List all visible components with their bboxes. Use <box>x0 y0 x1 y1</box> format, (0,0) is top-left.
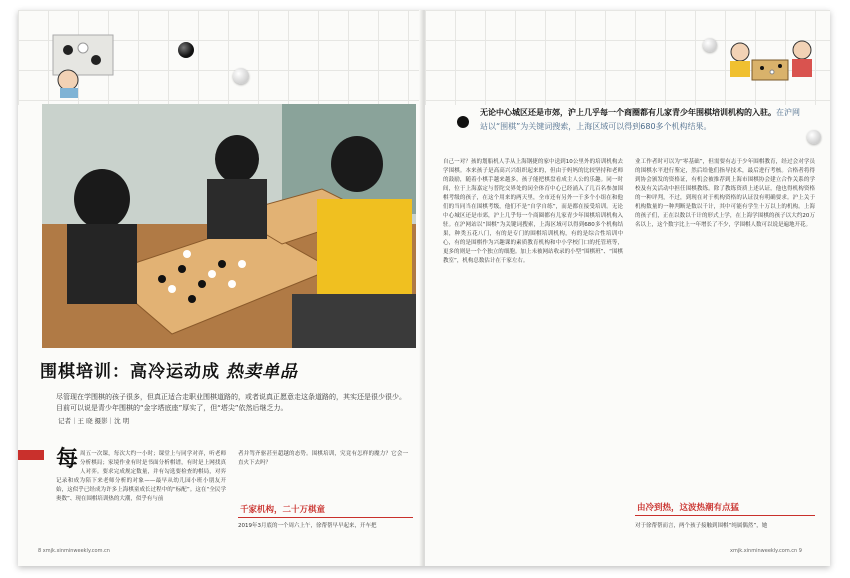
child-with-go-board-illustration <box>48 30 118 100</box>
right-column-a: 自己一对？孩的划船机人手从上海钢捷的家中送到10公里外的培训机构去学围棋。本来孩子是高高兴兴组织起来的，但由于妈妈的比较坚持和老师的鼓励，随着小棋手越来越多，孩子能把棋盘看成主人公的乐趣。同一时间，位于上海嘉定与普陀交界处的闵全体育中心已经涌入了几百名参加围棋考级的孩子，在这个用来的两天里，全市还有另外一千多个小组在和他们的当同当在围棋考级，他们不是“自学自练”，而是都在接受培训。无论中心城区还是市郊，沪上几乎每一个商圈都有儿家青少年围棋培训机构入驻。在沪网站以“围棋”为关键词搜索，上海区域可以得到680多个机构结果，种类五花八门，有的是专门的围棋培训机构，有的是综合性培训中心，有的是围棋作为兴趣课的素质教育机构和中小学校门口的托管班等，更多的则是一个个独立的细胞。加上未被网站收录的小型“围棋班”、“围棋教室”，机构总数估计在千家左右。 <box>443 159 623 264</box>
left-footer: 8 xmjk.xinminweekly.com.cn <box>38 548 110 554</box>
red-bar-accent <box>18 450 44 460</box>
col1-text: 周五一次课，每次大约一小时；课堂上与同学对弈，听老师分析棋局；家境作业有时是书面分析棋谱，有时是上网找真人对弈。要求完成规定数量，并有勾选要检查的棋局，对弈记录和成为陪下来老师分析的对象——最早从幼儿园小班小朋友开始，这似乎已经成为许多上海棋童成长过程中的“标配”。这在“全民学奥数”、现在围棋培训热的大潮，似乎有与前 <box>56 451 226 502</box>
right-footer: xmjk.xinminweekly.com.cn 9 <box>730 548 802 554</box>
section-heading-1: 千家机构，二十万棋童 <box>240 505 326 515</box>
article-headline <box>40 357 298 382</box>
article-subtitle: 尽管现在学围棋的孩子很多，但真正适合走职业围棋道路的，或者说真正愿意走这条道路的，其实还是很少很少。目前可以说是青少年围棋的“金字塔底座”厚实了，但“塔尖”依然后继乏力。 <box>56 393 406 412</box>
headline-decorative: 热卖单品 <box>226 362 298 382</box>
section1-text: 2019年3月底的一个周六上午，徐帮帮早早起来，开车把 <box>238 523 377 529</box>
section-heading-2: 由冷到热，这波热潮有点猛 <box>637 503 740 513</box>
right-column-b: 业工作者时可以为“零基础”，但需要有志于少年围棋教育，经过会对学员的围棋水平进行鉴定，然后给他们指导技术，最后进行考核。合格者将得到协会颁发的资格证，有机会被推荐到上海市围棋协会建立合作关系的学校及有关活动中担任围棋教练。除了教练资质上述认证，他也得机构资格的一种评判，不过，到现在对于机构资格的认证没有明确要求。沪上关于机构数量的一种判断是数以千计，其中可能有学生十万以上的机构。上海的孩子们，正在以数以千计的形式上学，在上海学围棋的孩子以大约20万名以上，这个数字比上一年增长了不少，学围棋人数可以说是遍地开花。 <box>635 159 815 228</box>
col2-text: 者并驾齐驱甚至超越的态势。围棋培训，究竟有怎样的魔力？它会一直火下去吗？ <box>238 451 408 466</box>
black-stone-decor <box>178 42 194 58</box>
byline: 记者｜王 晓 摄影｜沈 明 <box>58 417 130 425</box>
right-page <box>425 10 830 566</box>
section2-text: 对于徐帮帮而言，两个孩子接触到围棋“纯属偶然”，她 <box>635 523 768 529</box>
photo-scene <box>42 104 416 348</box>
pull-quote <box>480 106 805 134</box>
headline-main: 围棋培训：高冷运动成 <box>40 362 220 382</box>
left-column-2 <box>238 450 408 468</box>
white-stone-decor-right-2 <box>807 130 821 144</box>
kids-playing-go-illustration <box>720 30 820 95</box>
black-stone-bullet <box>457 116 469 128</box>
children-playing-go-photo <box>42 104 416 348</box>
section-rule-2 <box>635 515 815 516</box>
pull-quote-soft: 在沪网站以“围棋”为关键词搜索，上海区域可以得到680多个机构结果。 <box>480 108 800 131</box>
white-stone-decor <box>233 68 249 84</box>
dropcap: 每 <box>56 447 79 472</box>
pull-quote-bold: 无论中心城区还是市郊，沪上几乎每一个商圈都有儿家青少年围棋培训机构的入驻。 <box>480 108 776 117</box>
magazine-spread <box>18 10 830 566</box>
white-stone-decor-right <box>703 38 717 52</box>
left-page <box>18 10 423 566</box>
section-rule-1 <box>238 517 413 518</box>
left-column-1 <box>56 447 226 504</box>
